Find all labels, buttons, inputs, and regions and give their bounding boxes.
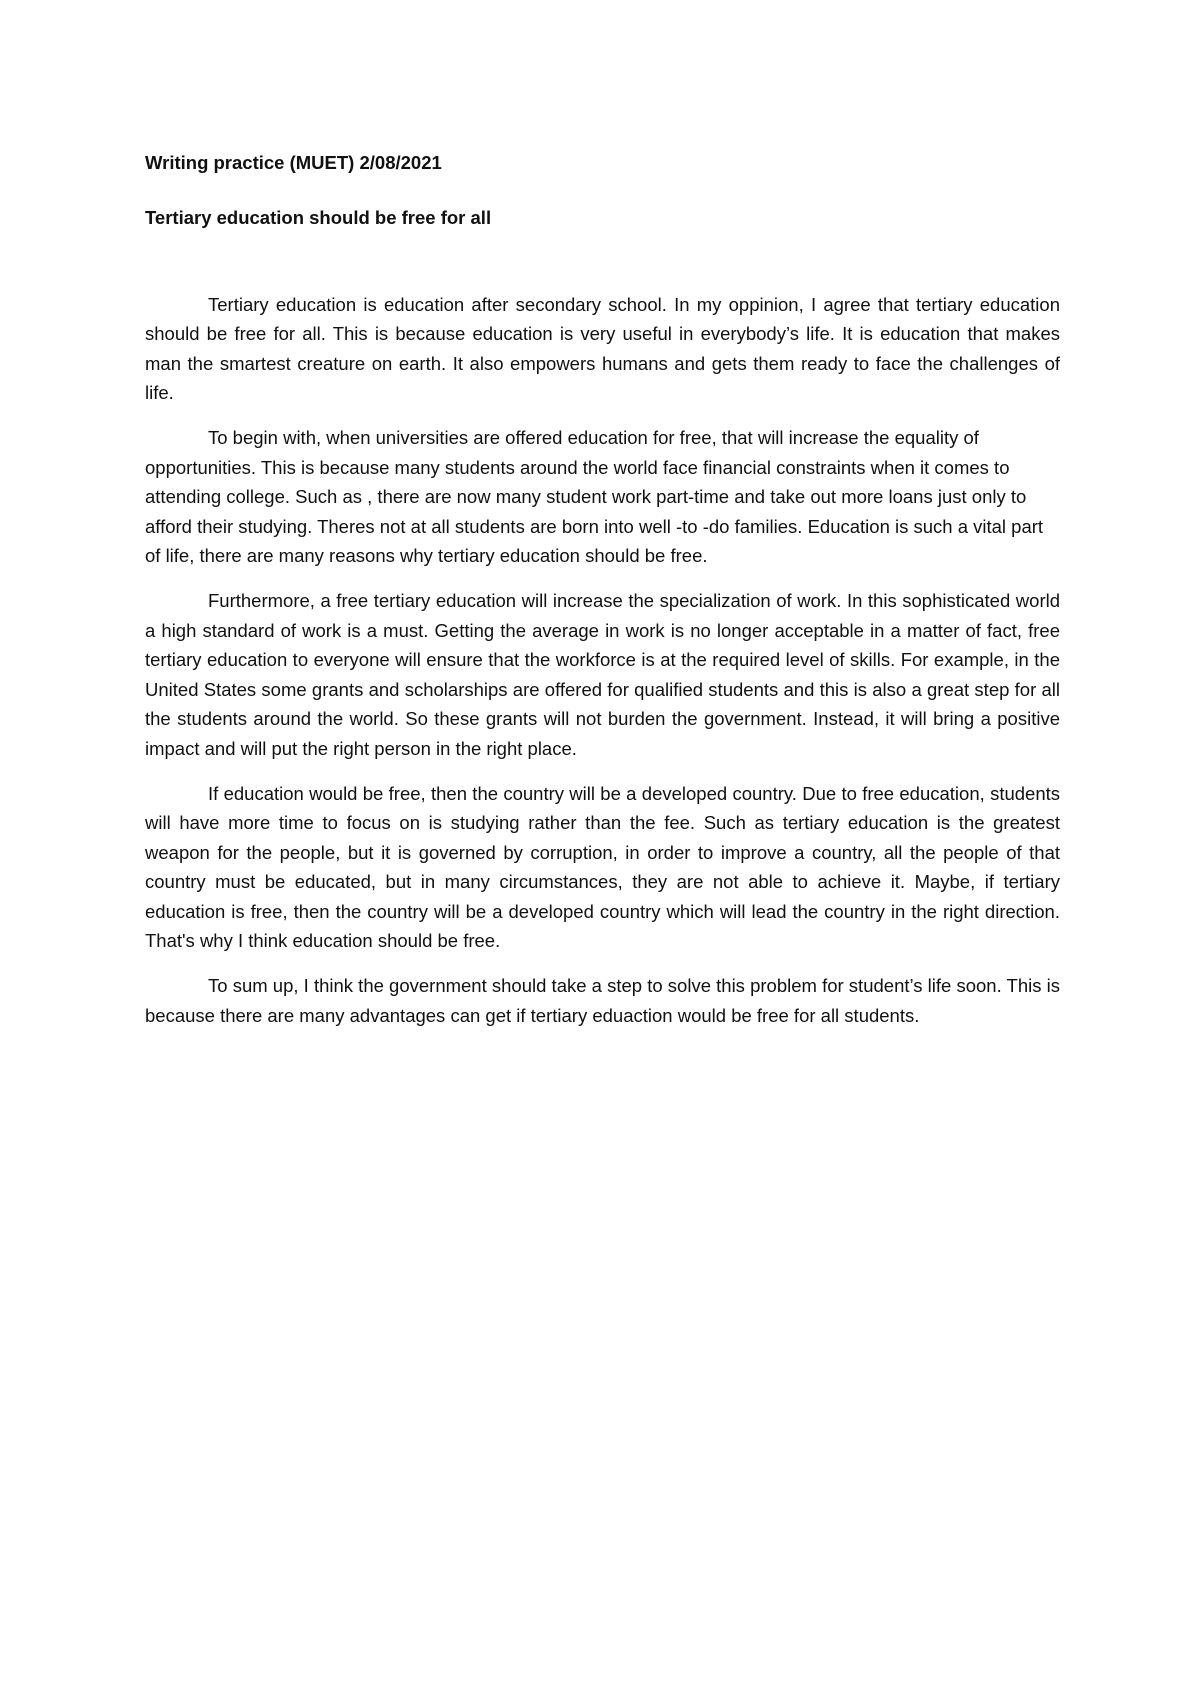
paragraph-specialization: Furthermore, a free tertiary education will increase the specialization of work. In this sophisticated world a high standard of work is a must. Getting the average in work is no longer acceptable in a matter of fact, free tertiary education to everyone will ensure that the workforce is at the required level of skills. For example, in the United States some grants and scholarships are offered for qualified students and this is also a great step for all the students around the world. So these grants will not burden the government. Instead, it will bring a positive impact and will put the right person in the right place. — [145, 590, 1060, 759]
document-title: Tertiary education should be free for all — [145, 207, 492, 229]
paragraph-development: If education would be free, then the country will be a developed country. Due to free education, students will have more time to focus on is studying rather than the fee. Such as tertiary education is the greatest weapon for the people, but it is governed by corruption, in order to improve a country, all the people of that country must be educated, but in many circumstances, they are not able to achieve it. Maybe, if tertiary education is free, then the country will be a developed country which will lead the country in the right direction. That's why I think education should be free. — [145, 782, 1060, 951]
paragraph-introduction: Tertiary education is education after secondary school. In my oppinion, I agree that tertiary education should be free for all. This is because education is very useful in everybody’s life. It is education that makes man the smartest creature on earth. It also empowers humans and gets them ready to face the challenges of life. — [145, 293, 1060, 404]
document-body — [145, 148, 1060, 1030]
paragraph-equality: To begin with, when universities are offered education for free, that will increase the equality of opportunities. This is because many students around the world face financial constraints when it comes to attending college. Such as , there are now many student work part-time and take out more loans just only to afford their studying. Theres not at all students are born into well -to -do families. Education is such a vital part of life, there are many reasons why tertiary education should be free. — [145, 427, 1044, 567]
document-header: Writing practice (MUET) 2/08/2021 — [145, 152, 442, 173]
paragraph-conclusion: To sum up, I think the government should take a step to solve this problem for student’s life soon. This is because there are many advantages can get if tertiary eduaction would be free for all students. — [145, 975, 1060, 1026]
